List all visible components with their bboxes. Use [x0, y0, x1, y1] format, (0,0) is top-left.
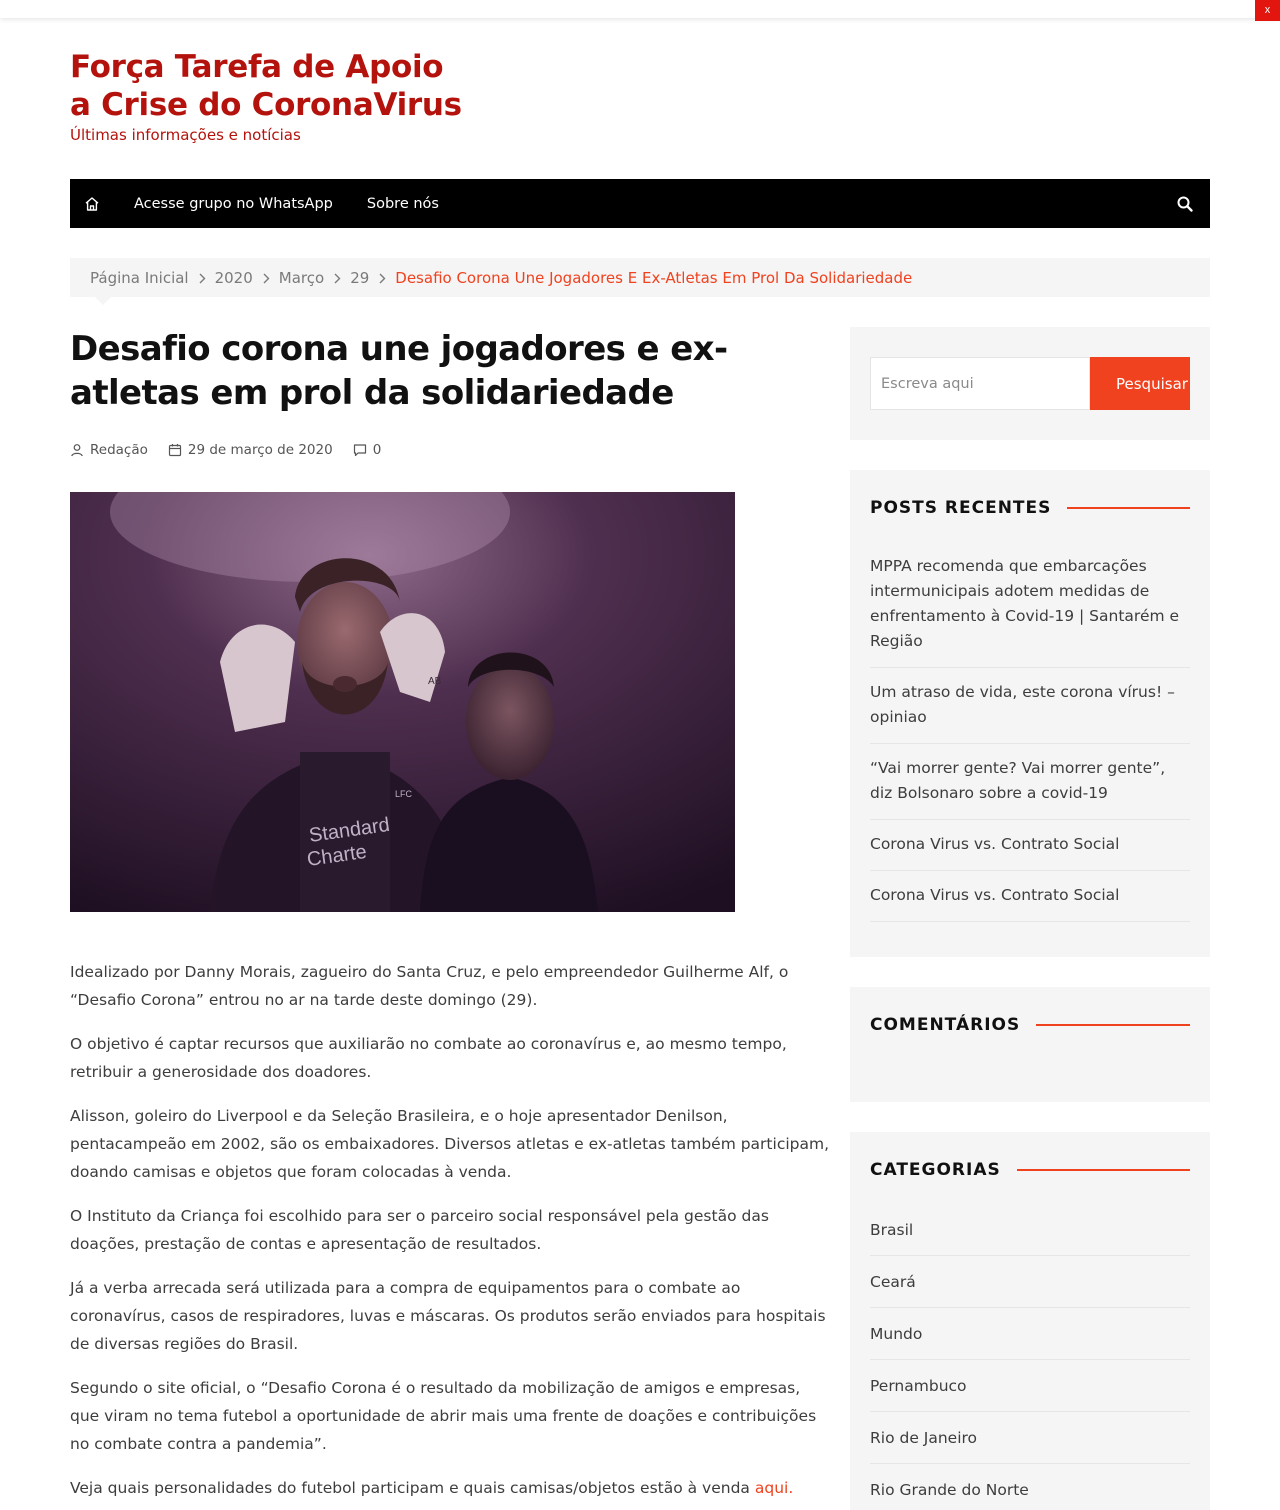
category-item[interactable]: Rio de Janeiro [870, 1412, 1190, 1464]
close-button[interactable]: x [1255, 0, 1280, 21]
site-tagline: Últimas informações e notícias [70, 126, 301, 144]
recent-post-item[interactable]: Um atraso de vida, este corona vírus! – opiniao [870, 668, 1190, 744]
categories-list [870, 1204, 1190, 1510]
calendar-icon [168, 443, 182, 457]
top-bar [0, 0, 1280, 18]
category-item[interactable]: Brasil [870, 1204, 1190, 1256]
recent-post-item[interactable]: Corona Virus vs. Contrato Social [870, 871, 1190, 922]
category-item[interactable]: Ceará [870, 1256, 1190, 1308]
glove-initials: AB [428, 676, 442, 687]
post-paragraph: Alisson, goleiro do Liverpool e da Seleção Brasileira, e o hoje apresentador Denilson, pentacampeão em 2002, são os embaixadores. Diversos atletas e ex-atletas também participam, doando camisas e objetos que foram colocadas à venda. [70, 1107, 830, 1181]
breadcrumb-current: Desafio Corona Une Jogadores E Ex-Atletas Em Prol Da Solidariedade [395, 268, 913, 287]
post-author-name: Redação [90, 442, 148, 458]
post-comments[interactable] [353, 442, 382, 458]
breadcrumb-home[interactable]: Página Inicial [90, 268, 189, 287]
search-input[interactable] [870, 357, 1090, 410]
comments-widget [850, 987, 1210, 1102]
shirt-sponsor-line-2: Charte [305, 840, 369, 871]
post-date-text: 29 de março de 2020 [187, 442, 333, 458]
comment-icon [353, 443, 367, 457]
categories-heading: CATEGORIAS [870, 1160, 1001, 1180]
search-widget [850, 327, 1210, 440]
recent-posts-heading: POSTS RECENTES [870, 498, 1052, 518]
user-icon [70, 443, 84, 457]
site-title-line-1: Força Tarefa de Apoio [70, 49, 444, 85]
post-paragraph: O objetivo é captar recursos que auxiliarão no combate ao coronavírus e, ao mesmo tempo, retribuir a generosidade dos doadores. [70, 1035, 787, 1081]
breadcrumb-day[interactable]: 29 [350, 268, 370, 287]
chevron-right-icon [253, 269, 279, 287]
post-author[interactable] [70, 442, 148, 458]
post-meta [70, 440, 401, 460]
nav-home-link[interactable] [70, 179, 114, 228]
recent-posts-title [870, 498, 1190, 518]
shirt-crest: LFC [395, 789, 413, 799]
main-navigation [70, 179, 1210, 228]
nav-item-sobre[interactable]: Sobre nós [366, 195, 439, 212]
featured-image [70, 492, 735, 912]
title-divider [1067, 507, 1190, 509]
breadcrumb [70, 258, 1210, 297]
aqui-link[interactable]: aqui. [754, 1479, 794, 1497]
post-content [70, 958, 830, 1510]
site-title[interactable] [70, 48, 490, 124]
category-item[interactable]: Rio Grande do Norte [870, 1464, 1190, 1510]
nav-item-whatsapp[interactable]: Acesse grupo no WhatsApp [134, 195, 333, 212]
search-button[interactable]: Pesquisar [1090, 357, 1190, 410]
search-icon[interactable] [1176, 195, 1194, 213]
post-paragraph-last [70, 1474, 830, 1502]
post-paragraph: Idealizado por Danny Morais, zagueiro do Santa Cruz, e pelo empreendedor Guilherme Alf, o “Desafio Corona” entrou no ar na tarde deste domingo (29). [70, 963, 789, 1009]
chevron-right-icon [189, 269, 215, 287]
recent-post-item[interactable]: Corona Virus vs. Contrato Social [870, 820, 1190, 871]
post-paragraph: Já a verba arrecada será utilizada para a compra de equipamentos para o combate ao coronavírus, casos de respiradores, luvas e máscaras. Os produtos serão enviados para hospitais de diversas regiões do Brasil. [70, 1279, 826, 1353]
category-item[interactable]: Mundo [870, 1308, 1190, 1360]
post-paragraph-last-text: Veja quais personalidades do futebol participam e quais camisas/objetos estão à venda [70, 1479, 755, 1497]
title-divider [1017, 1169, 1190, 1171]
post-comments-count: 0 [372, 442, 382, 458]
category-item[interactable]: Pernambuco [870, 1360, 1190, 1412]
comments-heading: COMENTÁRIOS [870, 1015, 1021, 1035]
post-date[interactable] [168, 442, 333, 458]
title-divider [1036, 1024, 1190, 1026]
recent-posts-list [870, 542, 1190, 922]
shirt-sponsor-line-1: Standard [307, 813, 392, 847]
home-icon [84, 196, 100, 212]
post-title: Desafio corona une jogadores e ex-atletas em prol da solidariedade [70, 329, 728, 413]
breadcrumb-month[interactable]: Março [278, 268, 325, 287]
post-paragraph: Segundo o site oficial, o “Desafio Corona é o resultado da mobilização de amigos e empresas, que viram no tema futebol a oportunidade de abrir mais uma frente de doações e contribuições no combate contra a pandemia”. [70, 1379, 817, 1453]
chevron-right-icon [369, 269, 395, 287]
site-title-line-2: a Crise do CoronaVirus [70, 87, 462, 123]
recent-posts-widget [850, 470, 1210, 957]
categories-widget [850, 1132, 1210, 1510]
categories-title [870, 1160, 1190, 1180]
post-paragraph: O Instituto da Criança foi escolhido para ser o parceiro social responsável pela gestão das doações, prestação de contas e apresentação de resultados. [70, 1207, 769, 1253]
breadcrumb-year[interactable]: 2020 [214, 268, 253, 287]
chevron-right-icon [324, 269, 350, 287]
recent-post-item[interactable]: “Vai morrer gente? Vai morrer gente”, diz Bolsonaro sobre a covid-19 [870, 744, 1190, 820]
recent-post-item[interactable]: MPPA recomenda que embarcações intermunicipais adotem medidas de enfrentamento à Covid-19 | Santarém e Região [870, 542, 1190, 668]
comments-title [870, 1015, 1190, 1035]
